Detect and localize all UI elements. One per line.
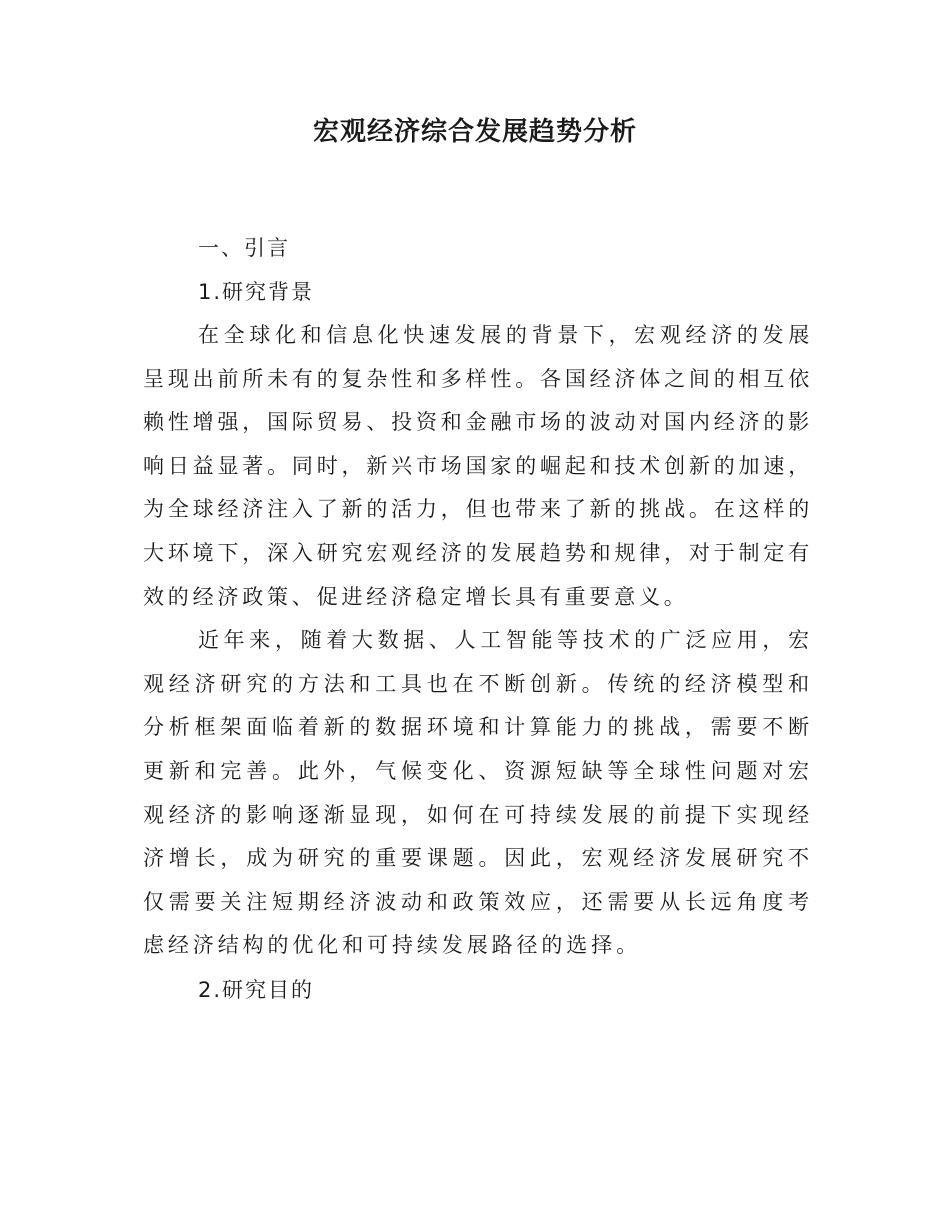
section-heading-introduction: 一、引言 (198, 236, 290, 260)
document-title: 宏观经济综合发展趋势分析 (312, 117, 637, 147)
paragraph-background-1: 在全球化和信息化快速发展的背景下，宏观经济的发展呈现出前所未有的复杂性和多样性。各国经济体之间的相互依赖性增强，国际贸易、投资和金融市场的波动对国内经济的影响日益显著。同时，新兴市场国家的崛起和技术创新的加速，为全球经济注入了新的活力，但也带来了新的挑战。在这样的大环境下，深入研究宏观经济的发展趋势和规律，对于制定有效的经济政策、促进经济稳定增长具有重要意义。 (143, 323, 813, 609)
paragraph-background-2: 近年来，随着大数据、人工智能等技术的广泛应用，宏观经济研究的方法和工具也在不断创新。传统的经济模型和分析框架面临着新的数据环境和计算能力的挑战，需要不断更新和完善。此外，气候变化、资源短缺等全球性问题对宏观经济的影响逐渐显现，如何在可持续发展的前提下实现经济增长，成为研究的重要课题。因此，宏观经济发展研究不仅需要关注短期经济波动和政策效应，还需要从长远角度考虑经济结构的优化和可持续发展路径的选择。 (143, 628, 813, 958)
subsection-heading-purpose: 2.研究目的 (198, 977, 315, 1002)
subsection-heading-background: 1.研究背景 (198, 280, 315, 304)
document-body (143, 226, 813, 1012)
